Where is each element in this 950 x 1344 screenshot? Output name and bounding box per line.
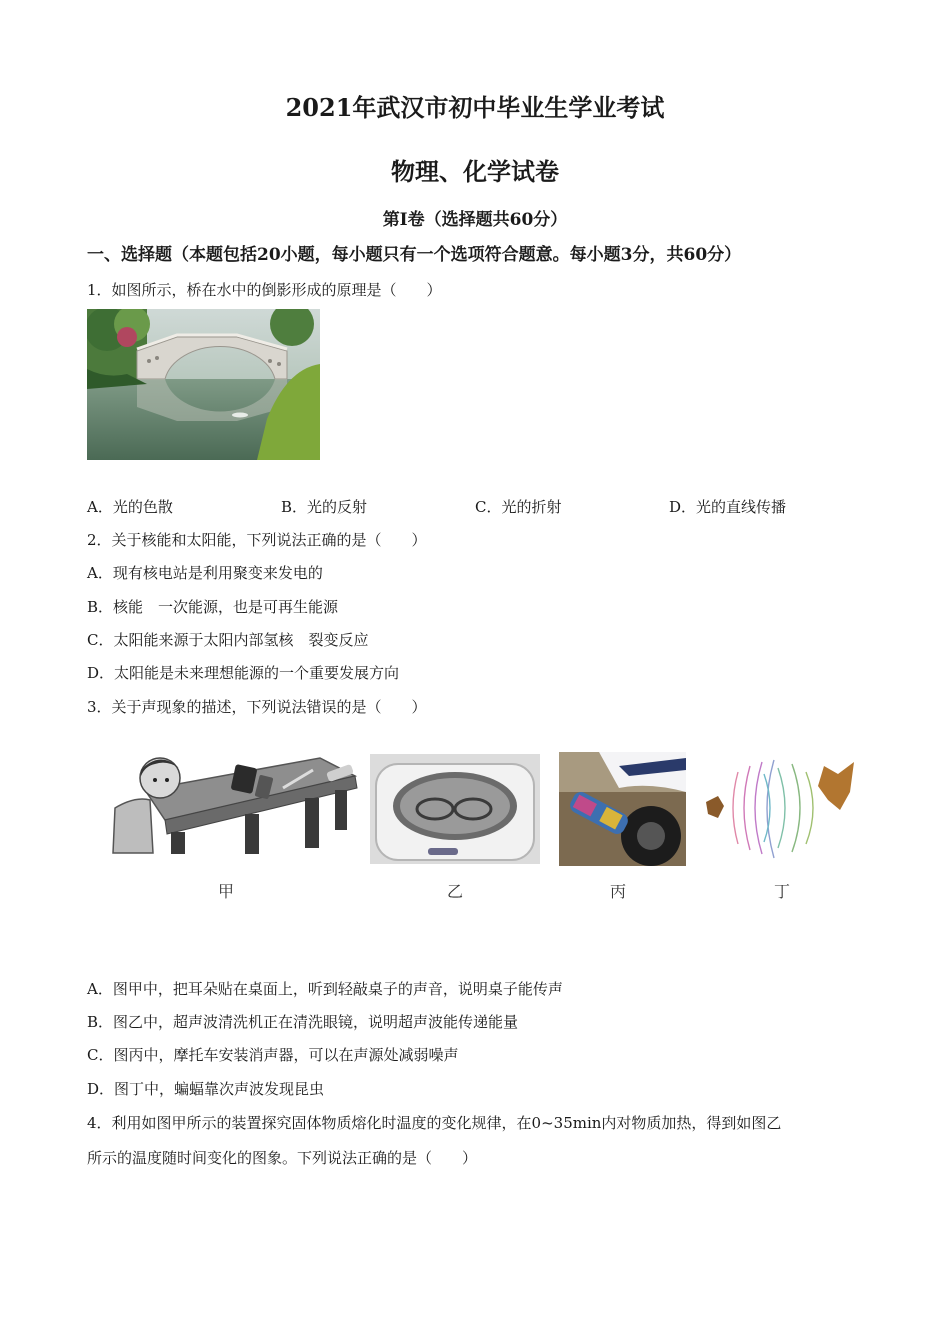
q2-option-c: C．太阳能来源于太阳内部氢核 裂变反应 — [87, 631, 369, 649]
q4-stem-line1: 4．利用如图甲所示的装置探究固体物质熔化时温度的变化规律，在0~35min内对物质加热，得到如图乙 — [87, 1114, 782, 1132]
q3-option-d: D．图丁中，蝙蝠靠次声波发现昆虫 — [87, 1080, 325, 1098]
volume-heading: 第I卷（选择题共60分） — [382, 210, 568, 230]
figure-bing-motorcycle-muffler — [559, 752, 686, 866]
bridge-photo — [87, 309, 320, 460]
figure-yi-ultrasonic-cleaner — [370, 754, 540, 864]
q1-stem: 1．如图所示，桥在水中的倒影形成的原理是（ ） — [87, 281, 442, 299]
q3-option-c: C．图丙中，摩托车安装消声器，可以在声源处减弱噪声 — [87, 1046, 459, 1064]
figure-ding-bat-echolocation — [704, 752, 864, 864]
q1-option-b: B．光的反射 — [281, 498, 368, 516]
q2-option-d: D．太阳能是未来理想能源的一个重要发展方向 — [87, 664, 400, 682]
caption-jia: 甲 — [218, 882, 235, 901]
section-heading: 一、选择题（本题包括20小题，每小题只有一个选项符合题意。每小题3分，共60分） — [87, 245, 742, 265]
paper-subtitle: 物理、化学试卷 — [391, 157, 559, 186]
exam-title: 2021年武汉市初中毕业生学业考试 — [285, 93, 665, 122]
q3-option-a: A．图甲中，把耳朵贴在桌面上，听到轻敲桌子的声音，说明桌子能传声 — [87, 980, 563, 998]
q1-option-a: A．光的色散 — [87, 498, 173, 516]
q3-option-b: B．图乙中，超声波清洗机正在清洗眼镜，说明超声波能传递能量 — [87, 1013, 519, 1031]
figure-jia-table-ear — [105, 748, 360, 858]
caption-yi: 乙 — [447, 882, 464, 901]
q2-option-a: A．现有核电站是利用聚变来发电的 — [87, 564, 323, 582]
q1-option-c: C．光的折射 — [475, 498, 562, 516]
q1-option-d: D．光的直线传播 — [669, 498, 787, 516]
caption-bing: 丙 — [610, 882, 627, 901]
q4-stem-line2: 所示的温度随时间变化的图象。下列说法正确的是（ ） — [87, 1149, 478, 1167]
q3-stem: 3．关于声现象的描述，下列说法错误的是（ ） — [87, 698, 427, 716]
q2-stem: 2．关于核能和太阳能，下列说法正确的是（ ） — [87, 531, 427, 549]
caption-ding: 丁 — [774, 882, 791, 901]
q2-option-b: B．核能 一次能源，也是可再生能源 — [87, 598, 339, 616]
